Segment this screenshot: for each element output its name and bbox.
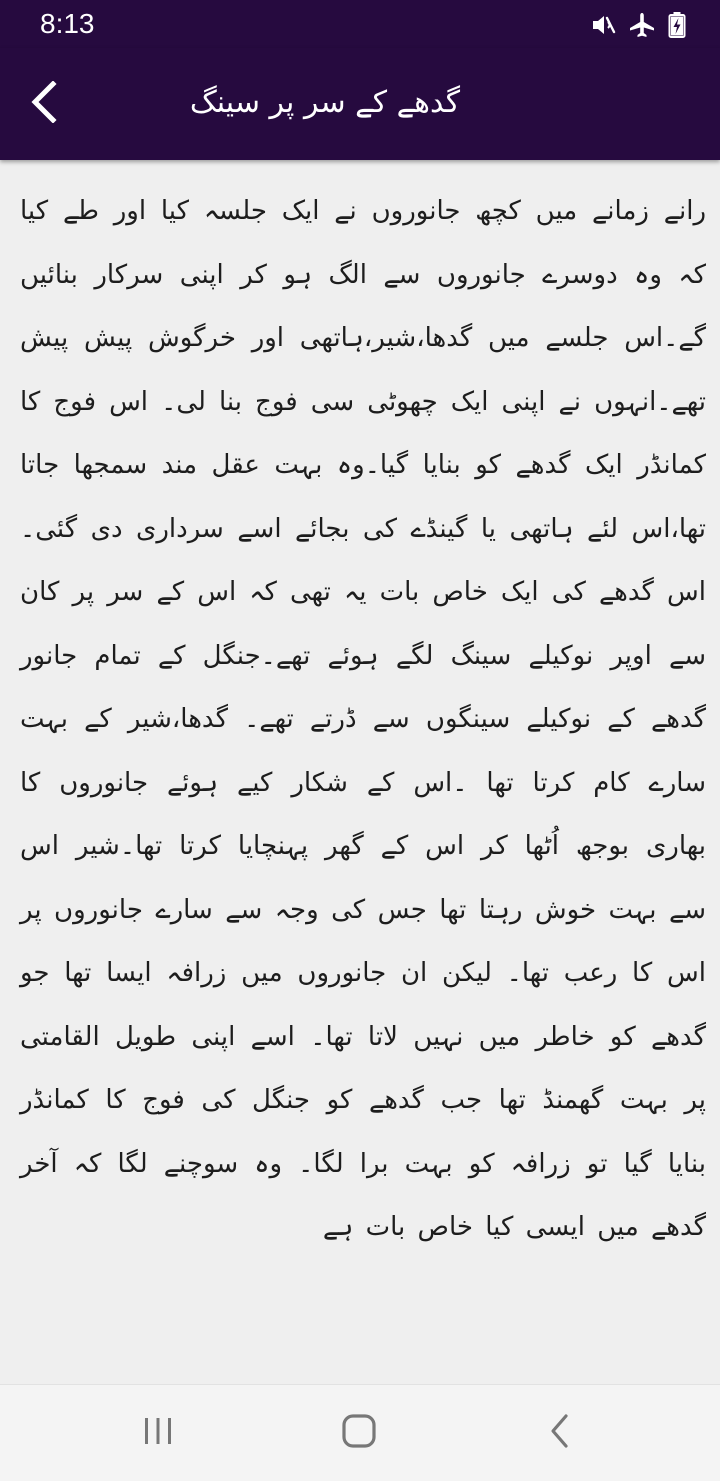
status-time: 8:13 <box>40 8 95 39</box>
navigation-bar <box>0 1384 720 1481</box>
status-icons <box>590 10 686 40</box>
back-icon <box>545 1412 575 1454</box>
recent-apps-icon <box>141 1414 175 1452</box>
status-bar <box>0 0 720 48</box>
recent-apps-button[interactable] <box>134 1409 182 1457</box>
battery-charging-icon <box>668 11 686 39</box>
page-title: گدھے کے سر پر سینگ <box>189 85 460 120</box>
home-button[interactable] <box>335 1409 383 1457</box>
story-content[interactable] <box>0 160 720 1384</box>
app-bar <box>0 48 720 160</box>
airplane-mode-icon <box>628 11 656 39</box>
back-button[interactable] <box>18 78 70 130</box>
back-arrow-icon <box>27 81 61 127</box>
system-back-button[interactable] <box>536 1409 584 1457</box>
story-text: رانے زمانے میں کچھ جانوروں نے ایک جلسہ کیا اور طے کیا کہ وہ دوسرے جانوروں سے الگ ہو کر اپنی سرکار بنائیں گے۔اس جلسے میں گدھا،شیر،ہاتھی اور خرگوش پیش پیش تھے۔انہوں نے اپنی ایک چھوٹی سی فوج بنا لی۔ اس فوج کا کمانڈر ایک گدھے کو بنایا گیا۔وہ بہت عقل مند سمجھا جاتا تھا،اس لئے ہاتھی یا گینڈے کی بجائے اسے سرداری دی گئی۔اس گدھے کی ایک خاص بات یہ تھی کہ اس کے سر پر کان سے اوپر نوکیلے سینگ لگے ہوئے تھے۔جنگل کے تمام جانور گدھے کے نوکیلے سینگوں سے ڈرتے تھے۔ گدھا،شیر کے بہت سارے کام کرتا تھا ۔اس کے شکار کیے ہوئے جانوروں کا بھاری بوجھ اُٹھا کر اس کے گھر پہنچایا کرتا تھا۔شیر اس سے بہت خوش رہتا تھا جس کی وجہ سے سارے جانوروں پر اس کا رعب تھا۔ لیکن ان جانوروں میں زرافہ ایسا تھا جو گدھے کو خاطر میں نہیں لاتا تھا۔ اسے اپنی طویل القامتی پر بہت گھمنڈ تھا جب گدھے کو جنگل کی فوج کا کمانڈر بنایا گیا تو زرافہ کو بہت برا لگا۔ وہ سوچنے لگا کہ آخر گدھے میں ایسی کیا خاص بات ہے <box>20 196 706 1242</box>
home-icon <box>339 1411 379 1455</box>
mute-icon <box>590 12 616 38</box>
